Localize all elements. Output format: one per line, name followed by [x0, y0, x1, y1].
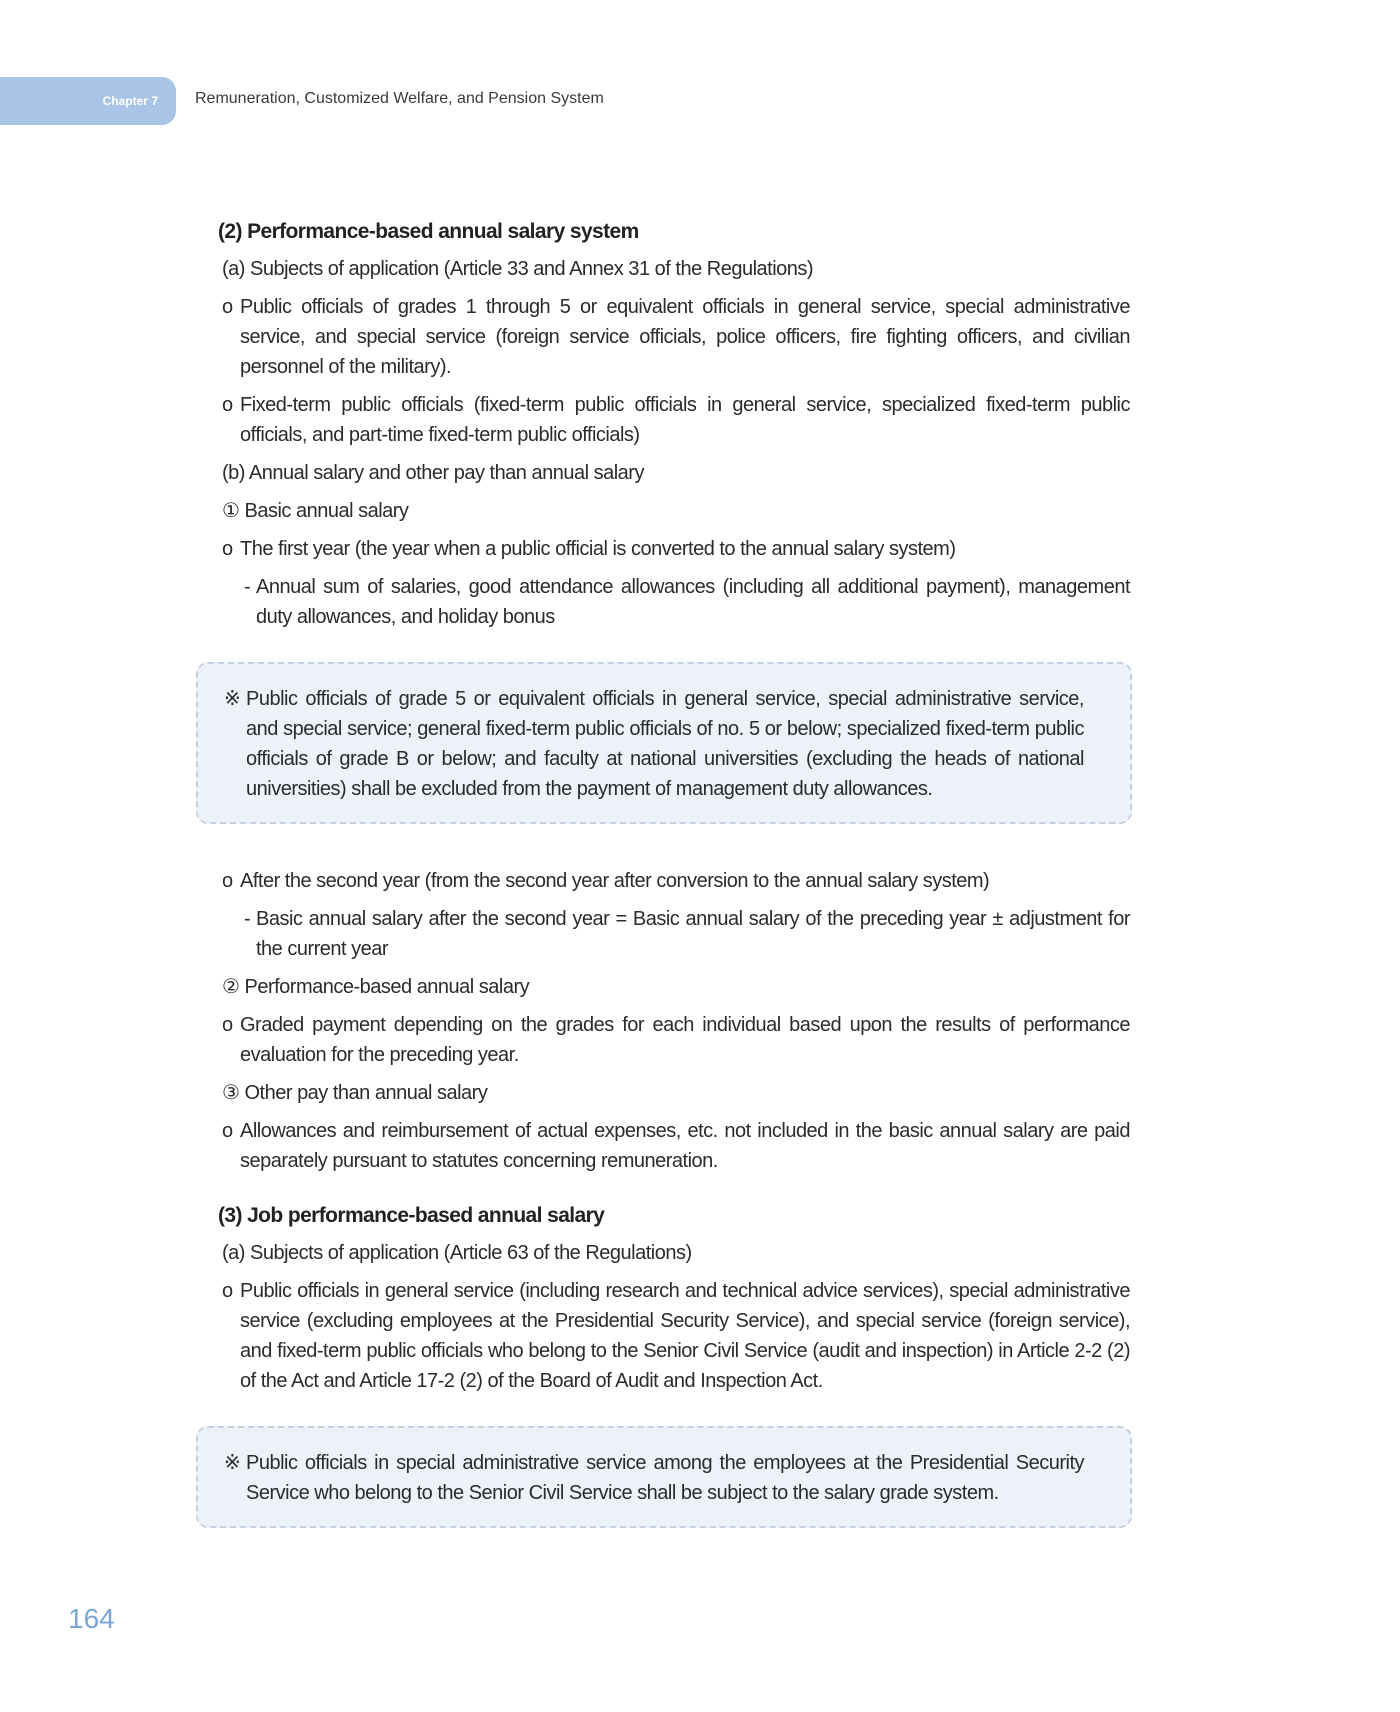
note-text: Public officials in special administrative service among the employees at the Presidential Security Service who belong to the Senior Civil Service shall be subject to the salary grade system. [246, 1452, 1084, 1504]
main-content [218, 218, 1130, 1570]
dash-marker: - [244, 908, 251, 930]
numbered-heading: ① Basic annual salary [222, 500, 409, 522]
note-text: Public officials of grade 5 or equivalent officials in general service, special administrative service, and special service; general fixed-term public officials of no. 5 or below; specialized fixed-term public officials of grade B or below; and faculty at national universities (excluding the heads of national universities) shall be excluded from the payment of management duty allowances. [246, 688, 1084, 800]
bullet-marker: o [222, 1280, 233, 1302]
list-item-text: Graded payment depending on the grades for each individual based upon the results of performance evaluation for the preceding year. [240, 1014, 1130, 1066]
detail-item [218, 904, 1130, 964]
list-item [218, 1116, 1130, 1176]
detail-item [218, 572, 1130, 632]
list-item-text: Fixed-term public officials (fixed-term public officials in general service, specialized fixed-term public officials, and part-time fixed-term public officials) [240, 394, 1130, 446]
dash-marker: - [244, 576, 251, 598]
detail-item-text: Basic annual salary after the second year = Basic annual salary of the preceding year ± adjustment for the current year [256, 908, 1130, 960]
bullet-marker: o [222, 394, 233, 416]
list-item-text: Allowances and reimbursement of actual expenses, etc. not included in the basic annual salary are paid separately pursuant to statutes concerning remuneration. [240, 1120, 1130, 1172]
list-item [218, 1276, 1130, 1396]
note-marker: ※ [224, 1452, 241, 1474]
bullet-marker: o [222, 1120, 233, 1142]
chapter-tab: Chapter 7 [0, 77, 176, 125]
note-box [196, 1426, 1132, 1528]
subheading: (a) Subjects of application (Article 33 and Annex 31 of the Regulations) [222, 258, 814, 280]
subheading: (b) Annual salary and other pay than annual salary [222, 462, 644, 484]
list-item-text: The first year (the year when a public official is converted to the annual salary system) [240, 538, 956, 560]
section-heading: (2) Performance-based annual salary system [218, 220, 639, 243]
list-item [218, 866, 1130, 896]
section-heading: (3) Job performance-based annual salary [218, 1204, 605, 1227]
running-title: Remuneration, Customized Welfare, and Pension System [195, 90, 604, 107]
list-item-text: After the second year (from the second year after conversion to the annual salary system) [240, 870, 990, 892]
list-item [218, 534, 1130, 564]
list-item [218, 390, 1130, 450]
numbered-heading: ③ Other pay than annual salary [222, 1082, 488, 1104]
note-marker: ※ [224, 688, 241, 710]
page-number: 164 [68, 1603, 115, 1634]
bullet-marker: o [222, 870, 233, 892]
list-item [218, 292, 1130, 382]
bullet-marker: o [222, 1014, 233, 1036]
bullet-marker: o [222, 538, 233, 560]
bullet-marker: o [222, 296, 233, 318]
list-item-text: Public officials in general service (including research and technical advice services), special administrative service (excluding employees at the Presidential Security Service), and special service (foreign service), and fixed-term public officials who belong to the Senior Civil Service (audit and inspection) in Article 2-2 (2) of the Act and Article 17-2 (2) of the Board of Audit and Inspection Act. [240, 1280, 1130, 1392]
note-box [196, 662, 1132, 824]
detail-item-text: Annual sum of salaries, good attendance allowances (including all additional payment), management duty allowances, and holiday bonus [256, 576, 1130, 628]
subheading: (a) Subjects of application (Article 63 of the Regulations) [222, 1242, 692, 1264]
numbered-heading: ② Performance-based annual salary [222, 976, 530, 998]
list-item [218, 1010, 1130, 1070]
list-item-text: Public officials of grades 1 through 5 or equivalent officials in general service, special administrative service, and special service (foreign service officials, police officers, fire fighting officers, and civilian personnel of the military). [240, 296, 1130, 378]
